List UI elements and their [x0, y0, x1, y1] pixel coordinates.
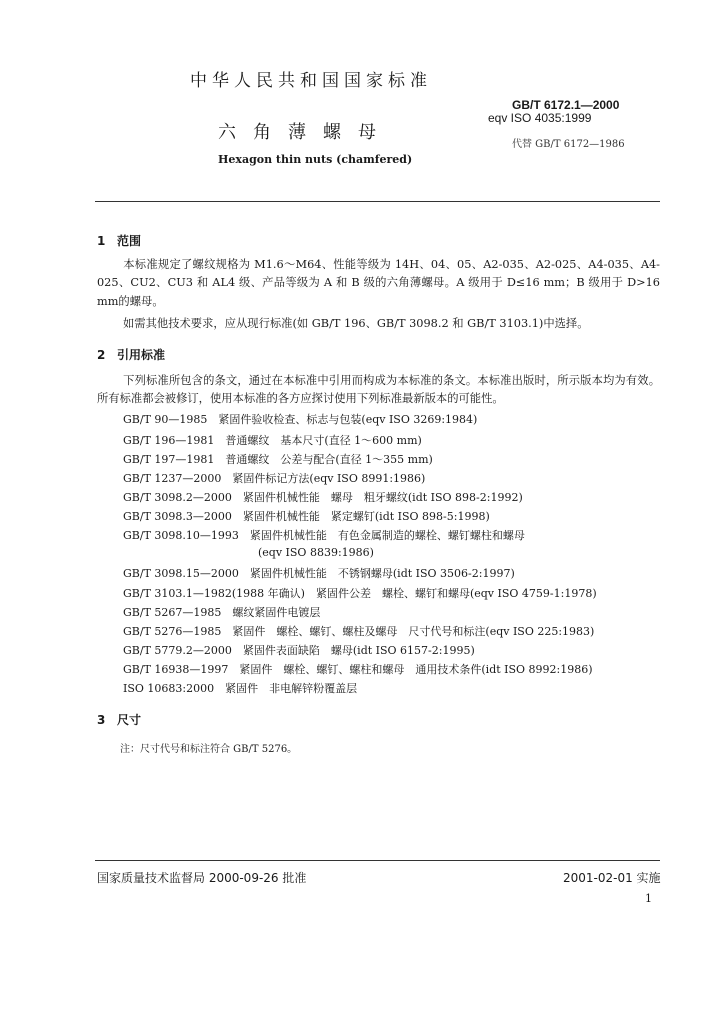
section-1-paragraph-2: 如需其他技术要求，应从现行标准(如 GB/T 196、GB/T 3098.2 和 GB/T 3103.1)中选择。: [123, 317, 589, 330]
reference-item: GB/T 5779.2—2000 紧固件表面缺陷 螺母(idt ISO 6157-2:1995): [123, 644, 475, 657]
document-title-cn: 六角薄螺母: [218, 122, 393, 143]
reference-item: GB/T 1237—2000 紧固件标记方法(eqv ISO 8991:1986): [123, 472, 426, 485]
section-3-heading: [97, 711, 141, 728]
approval-line: 国家质量技术监督局 2000-09-26 批准: [97, 871, 307, 885]
header-divider: [95, 201, 660, 202]
standard-number: GB/T 6172.1—2000: [512, 98, 620, 112]
reference-item: GB/T 5276—1985 紧固件 螺栓、螺钉、螺柱及螺母 尺寸代号和标注(eqv ISO 225:1983): [123, 625, 595, 638]
section-2-number: 2: [97, 348, 106, 362]
footer-divider: [95, 860, 660, 861]
section-1-paragraph-1: 本标准规定了螺纹规格为 M1.6～M64、性能等级为 14H、04、05、A2-035、A2-025、A4-035、A4-025、CU2、CU3 和 AL4 级、产品等级为 A 和 B 级的六角薄螺母。A 级用于 D≤16 mm；B 级用于 D>16 mm的螺母。: [97, 258, 660, 308]
reference-item: GB/T 3098.3—2000 紧固件机械性能 紧定螺钉(idt ISO 898-5:1998): [123, 510, 490, 523]
section-1-heading: [97, 232, 141, 249]
reference-item-continuation: (eqv ISO 8839:1986): [258, 546, 374, 559]
section-2-intro: 下列标准所包含的条文，通过在本标准中引用而构成为本标准的条文。本标准出版时，所示版本均为有效。所有标准都会被修订，使用本标准的各方应探讨使用下列标准最新版本的可能性。: [97, 374, 660, 406]
section-2-heading: [97, 346, 165, 363]
national-standard-heading: 中华人民共和国国家标准: [190, 71, 432, 91]
replaces-standard: 代替 GB/T 6172—1986: [512, 139, 625, 150]
section-3-number: 3: [97, 713, 106, 727]
reference-item: GB/T 90—1985 紧固件验收检查、标志与包装(eqv ISO 3269:1984): [123, 413, 478, 426]
section-3-title: 尺寸: [117, 713, 142, 727]
reference-item: GB/T 16938—1997 紧固件 螺栓、螺钉、螺柱和螺母 通用技术条件(idt ISO 8992:1986): [123, 663, 593, 676]
reference-item: GB/T 5267—1985 螺纹紧固件电镀层: [123, 606, 321, 619]
section-1-number: 1: [97, 234, 106, 248]
section-1-title: 范围: [117, 234, 142, 248]
section-2-title: 引用标准: [117, 348, 166, 362]
section-3-note: 注：尺寸代号和标注符合 GB/T 5276。: [120, 744, 298, 755]
reference-item: GB/T 3103.1—1982(1988 年确认) 紧固件公差 螺栓、螺钉和螺母(eqv ISO 4759-1:1978): [123, 587, 597, 600]
page-number: 1: [645, 892, 652, 905]
reference-item: GB/T 197—1981 普通螺纹 公差与配合(直径 1～355 mm): [123, 453, 433, 466]
reference-item: GB/T 3098.10—1993 紧固件机械性能 有色金属制造的螺栓、螺钉螺柱和螺母: [123, 529, 525, 542]
reference-item: GB/T 3098.15—2000 紧固件机械性能 不锈钢螺母(idt ISO 3506-2:1997): [123, 567, 515, 580]
document-title-en: Hexagon thin nuts (chamfered): [218, 153, 413, 166]
iso-equivalence: eqv ISO 4035:1999: [488, 111, 592, 125]
reference-item: GB/T 3098.2—2000 紧固件机械性能 螺母 粗牙螺纹(idt ISO 898-2:1992): [123, 491, 523, 504]
reference-item: ISO 10683:2000 紧固件 非电解锌粉覆盖层: [123, 682, 358, 695]
reference-item: GB/T 196—1981 普通螺纹 基本尺寸(直径 1～600 mm): [123, 434, 422, 447]
effective-date: 2001-02-01 实施: [563, 871, 661, 885]
